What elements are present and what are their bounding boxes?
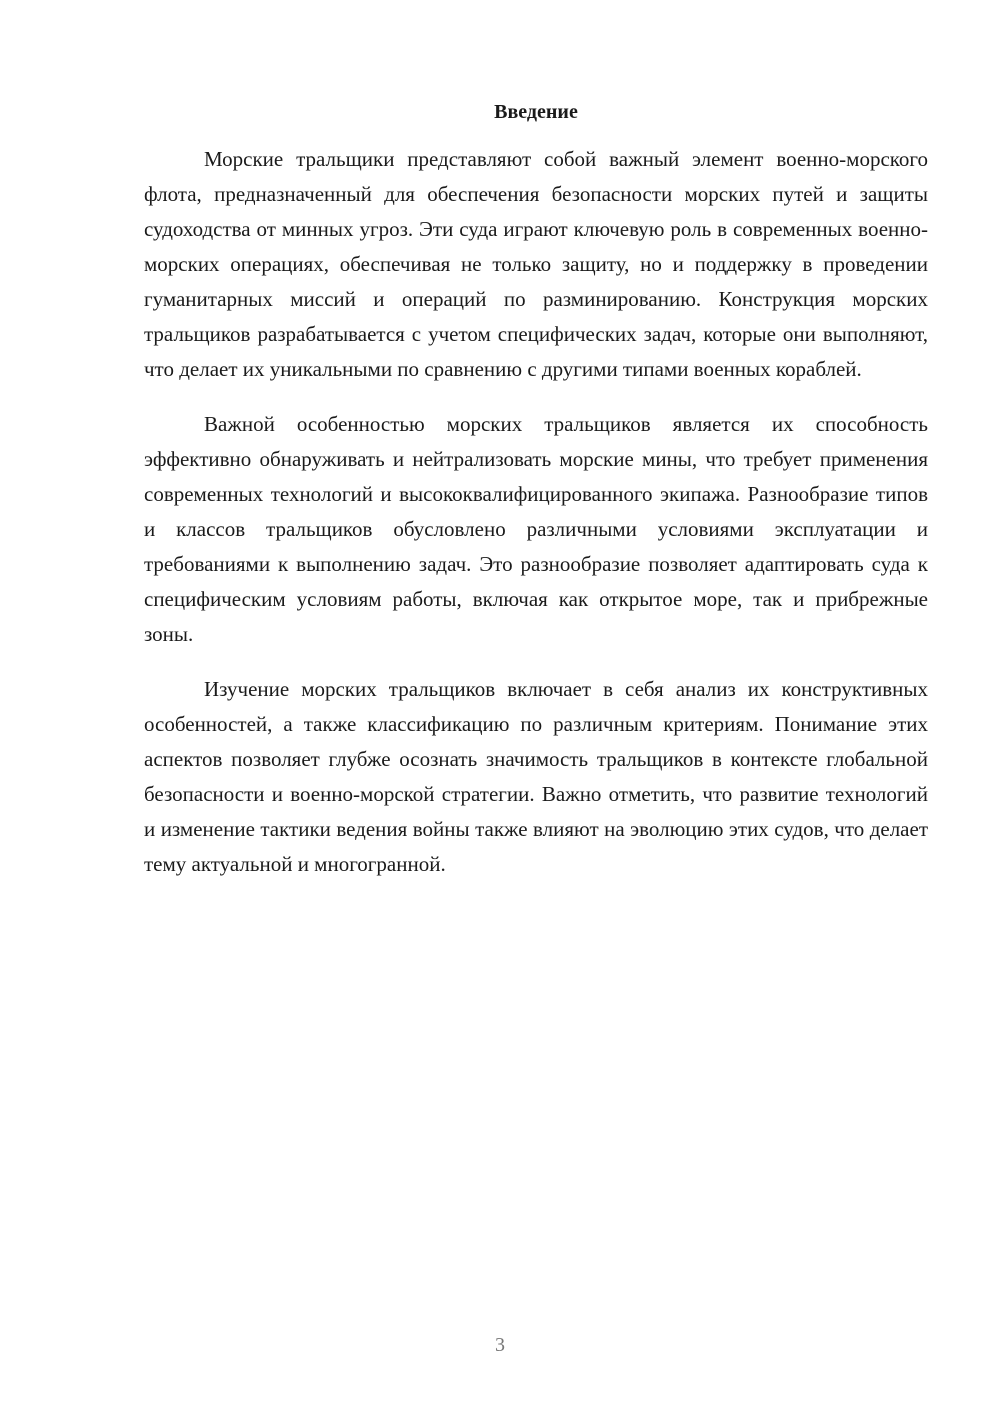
paragraph-2: Важной особенностью морских тральщиков является их способность эффективно обнаруживать и нейтрализовать морские мины, что требует применения современных технологий и высококвалифицированного экипажа. Разнообразие типов и классов тральщиков обусловлено различными условиями эксплуатации и требованиями к выполнению задач. Это разнообразие позволяет адаптировать суда к специфическим условиям работы, включая как открытое море, так и прибрежные зоны. bbox=[144, 412, 928, 646]
paragraph-3: Изучение морских тральщиков включает в себя анализ их конструктивных особенностей, а также классификацию по различным критериям. Понимание этих аспектов позволяет глубже осознать значимость тральщиков в контексте глобальной безопасности и военно-морской стратегии. Важно отметить, что развитие технологий и изменение тактики ведения войны также влияют на эволюцию этих судов, что делает тему актуальной и многогранной. bbox=[144, 677, 928, 876]
page-content bbox=[144, 96, 928, 902]
section-title: Введение bbox=[494, 101, 578, 123]
page-number: 3 bbox=[495, 1334, 505, 1356]
paragraph-1: Морские тральщики представляют собой важный элемент военно-морского флота, предназначенный для обеспечения безопасности морских путей и защиты судоходства от минных угроз. Эти суда играют ключевую роль в современных военно-морских операциях, обеспечивая не только защиту, но и поддержку в проведении гуманитарных миссий и операций по разминированию. Конструкция морских тральщиков разрабатывается с учетом специфических задач, которые они выполняют, что делает их уникальными по сравнению с другими типами военных кораблей. bbox=[144, 147, 928, 381]
